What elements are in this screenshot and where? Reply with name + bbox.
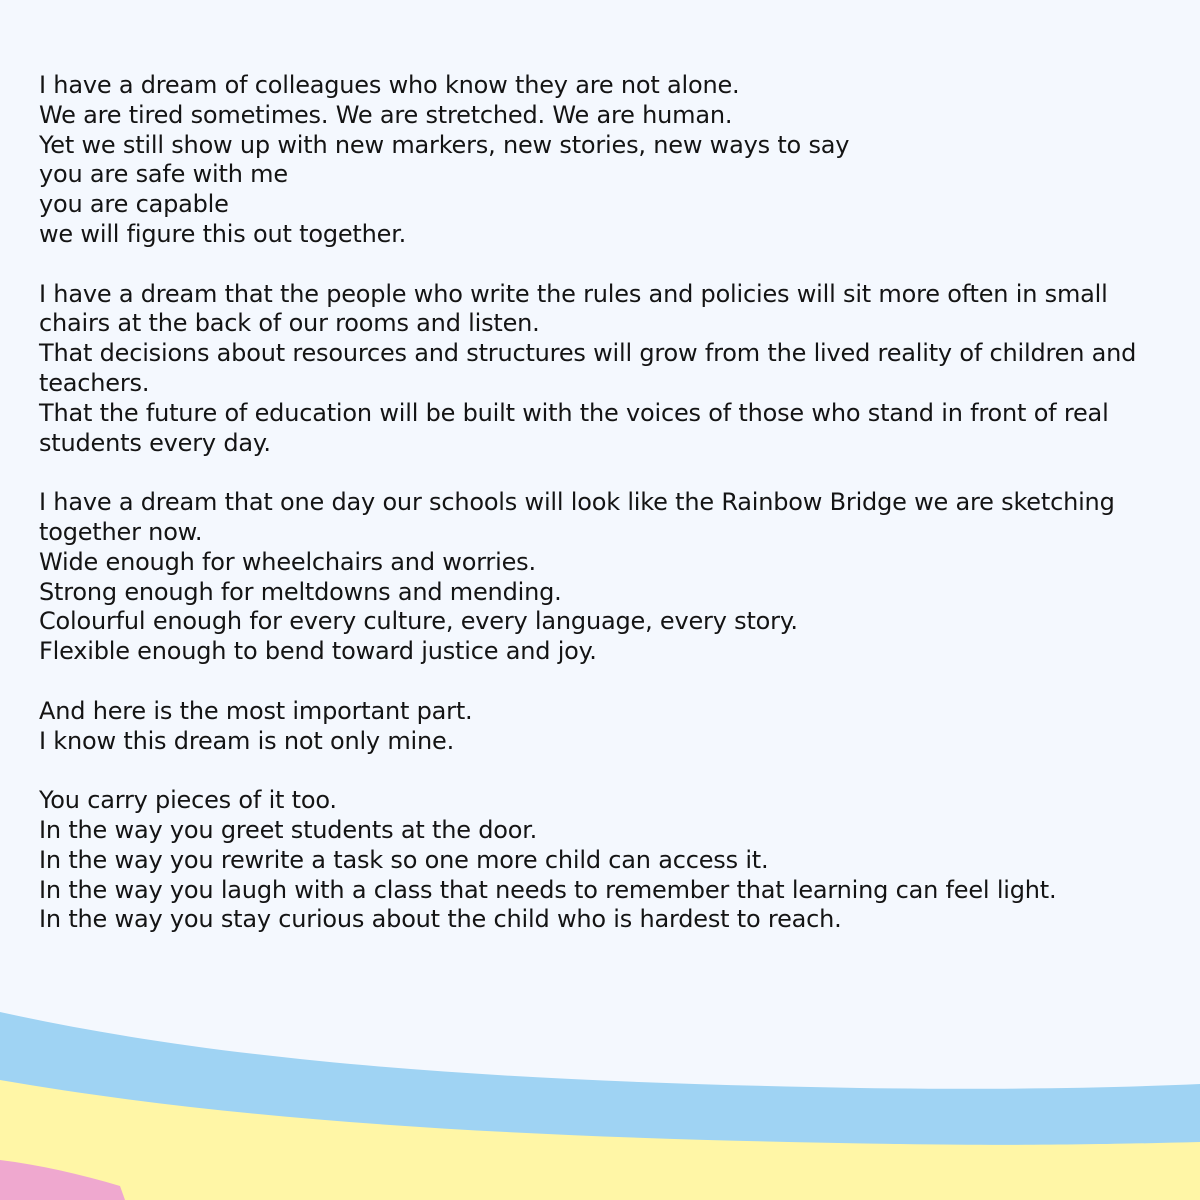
rainbow-band: [0, 960, 1200, 1200]
poem-line: In the way you stay curious about the child who is hardest to reach.: [39, 905, 842, 934]
poem-line: That the future of education will be built with the voices of those who stand in front of real students every day.: [39, 398, 1116, 457]
poem-line: You carry pieces of it too.: [39, 786, 337, 815]
poem-line: We are tired sometimes. We are stretched. We are human.: [39, 100, 733, 129]
poem-line: I have a dream that one day our schools will look like the Rainbow Bridge we are sketching together now.: [39, 488, 1123, 546]
stanza-4: [39, 697, 1169, 757]
poem-line: Flexible enough to bend toward justice and joy.: [39, 637, 597, 666]
poem-line: I know this dream is not only mine.: [39, 726, 455, 755]
poem-text: [39, 71, 1169, 965]
poem-line: And here is the most important part.: [39, 696, 473, 725]
poem-line: Strong enough for meltdowns and mending.: [39, 577, 562, 606]
poem-line: we will figure this out together.: [39, 219, 407, 248]
poem-line: In the way you greet students at the door.: [39, 815, 538, 844]
poem-line: Colourful enough for every culture, every language, every story.: [39, 607, 798, 636]
poem-line: Yet we still show up with new markers, new stories, new ways to say: [39, 130, 850, 159]
stanza-2: [39, 280, 1169, 459]
poem-line: That decisions about resources and structures will grow from the lived reality of children and teachers.: [39, 339, 1144, 397]
stanza-3: [39, 488, 1169, 667]
poem-line: you are safe with me: [39, 160, 288, 189]
stanza-5: [39, 786, 1169, 935]
poem-line: I have a dream of colleagues who know they are not alone.: [39, 71, 740, 99]
poem-line: In the way you laugh with a class that needs to remember that learning can feel light.: [39, 875, 1057, 904]
poem-line: In the way you rewrite a task so one more child can access it.: [39, 845, 769, 874]
poem-line: I have a dream that the people who write the rules and policies will sit more often in small chairs at the back of our rooms and listen.: [39, 279, 1116, 338]
stanza-1: [39, 71, 1169, 250]
poem-line: you are capable: [39, 190, 229, 219]
poem-line: Wide enough for wheelchairs and worries.: [39, 547, 536, 576]
